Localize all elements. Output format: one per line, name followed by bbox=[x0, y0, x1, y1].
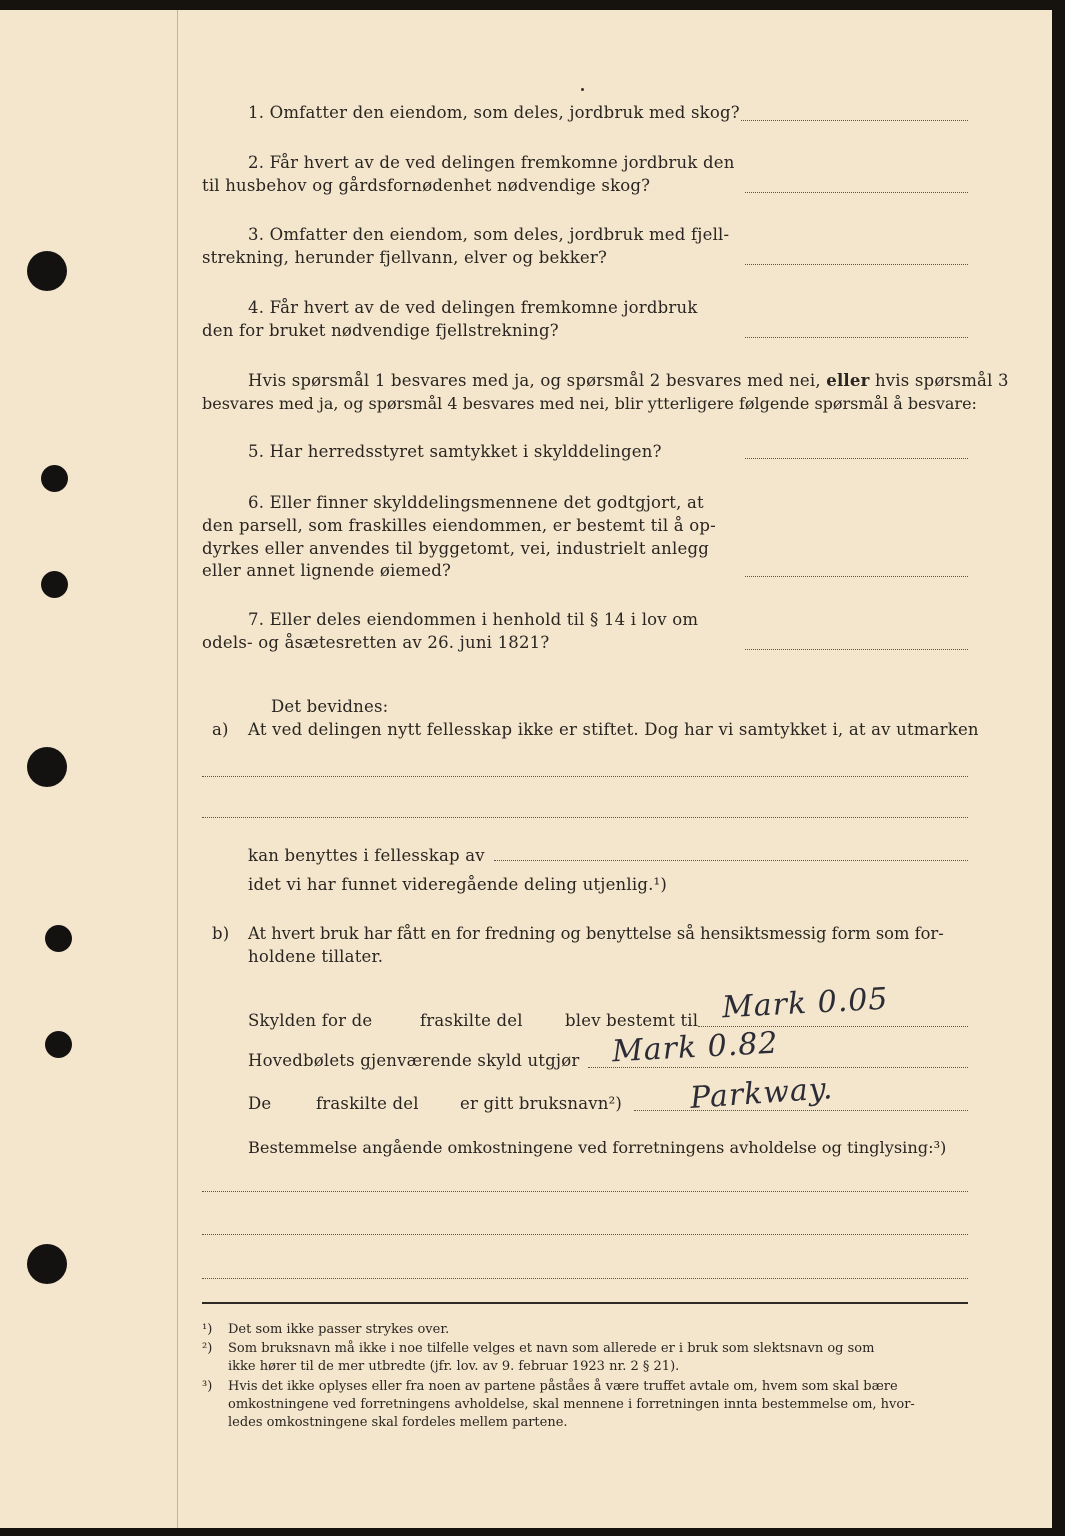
item-a-label: a) bbox=[212, 720, 229, 739]
answer-line-7 bbox=[745, 649, 968, 650]
binder-hole bbox=[27, 251, 67, 291]
question-6-line-2: den parsell, som fraskilles eiendommen, er bestemt til å op- bbox=[202, 516, 716, 535]
fellesskap-label: kan benyttes i fellesskap av bbox=[248, 846, 485, 865]
navn-line bbox=[634, 1110, 968, 1111]
question-6-line-4: eller annet lignende øiemed? bbox=[202, 561, 452, 580]
question-5: 5. Har herredsstyret samtykket i skylddelingen? bbox=[248, 442, 662, 461]
skylden-label-2: fraskilte del bbox=[420, 1011, 523, 1030]
skylden-label-3: blev bestemt til bbox=[565, 1011, 699, 1030]
footnote-1: Det som ikke passer strykes over. bbox=[228, 1322, 450, 1337]
fellesskap-line bbox=[494, 860, 968, 861]
skylden-handwritten-value: Mark 0.05 bbox=[721, 981, 890, 1026]
hoved-handwritten-value: Mark 0.82 bbox=[611, 1025, 780, 1070]
utjenlig-text: idet vi har funnet videregående deling utjenlig.¹) bbox=[248, 875, 667, 894]
question-4-line-1: 4. Får hvert av de ved delingen fremkomne jordbruk bbox=[248, 298, 698, 317]
item-b-line-2: holdene tillater. bbox=[248, 947, 384, 966]
footnote-rule bbox=[202, 1302, 968, 1304]
answer-line-4 bbox=[745, 337, 968, 338]
binder-hole bbox=[45, 925, 72, 952]
answer-line-1 bbox=[741, 120, 968, 121]
question-6-line-3: dyrkes eller anvendes til byggetomt, vei, industrielt anlegg bbox=[202, 539, 709, 558]
footnote-2-mark: ²) bbox=[202, 1341, 213, 1356]
condition-line-1 bbox=[248, 370, 1009, 392]
condition-text-a: Hvis spørsmål 1 besvares med ja, og spørsmål 2 besvares med nei, bbox=[248, 371, 821, 390]
item-b-line-1: At hvert bruk har fått en for fredning og benyttelse så hensiktsmessig form som for- bbox=[248, 924, 944, 943]
binder-hole bbox=[27, 1244, 67, 1284]
footnote-3-mark: ³) bbox=[202, 1379, 213, 1394]
question-7-line-2: odels- og åsætesretten av 26. juni 1821? bbox=[202, 633, 550, 652]
answer-line-2 bbox=[745, 192, 968, 193]
navn-label-1: De bbox=[248, 1094, 272, 1113]
condition-text-b: hvis spørsmål 3 bbox=[874, 371, 1009, 390]
question-1: 1. Omfatter den eiendom, som deles, jordbruk med skog? bbox=[248, 103, 740, 122]
navn-handwritten-value: Parkway. bbox=[688, 1071, 835, 1116]
document-page bbox=[0, 10, 1052, 1528]
bevidnes-heading: Det bevidnes: bbox=[271, 697, 389, 716]
question-3-line-2: strekning, herunder fjellvann, elver og bekker? bbox=[202, 248, 607, 267]
answer-line-3 bbox=[745, 264, 968, 265]
binder-hole bbox=[41, 571, 68, 598]
bestemmelse-label: Bestemmelse angående omkostningene ved forretningens avholdelse og tinglysing:³) bbox=[248, 1138, 947, 1157]
bestemmelse-line-2 bbox=[202, 1234, 968, 1235]
bestemmelse-line-1 bbox=[202, 1191, 968, 1192]
answer-line-5 bbox=[745, 458, 968, 459]
answer-line-6 bbox=[745, 576, 968, 577]
question-7-line-1: 7. Eller deles eiendommen i henhold til § 14 i lov om bbox=[248, 610, 699, 629]
blank-line-a2 bbox=[202, 817, 968, 818]
question-4-line-2: den for bruket nødvendige fjellstrekning? bbox=[202, 321, 559, 340]
skylden-label-1: Skylden for de bbox=[248, 1011, 373, 1030]
margin-line bbox=[177, 10, 178, 1528]
navn-label-3: er gitt bruksnavn²) bbox=[460, 1094, 623, 1113]
footnote-2-line-1: Som bruksnavn må ikke i noe tilfelle velges et navn som allerede er i bruk som slektsnavn og som bbox=[228, 1341, 875, 1356]
footnote-2-line-2: ikke hører til de mer utbredte (jfr. lov. av 9. februar 1923 nr. 2 § 21). bbox=[228, 1359, 680, 1374]
condition-bold-eller: eller bbox=[826, 371, 870, 390]
question-3-line-1: 3. Omfatter den eiendom, som deles, jordbruk med fjell- bbox=[248, 225, 730, 244]
question-6-line-1: 6. Eller finner skylddelingsmennene det godtgjort, at bbox=[248, 493, 704, 512]
hoved-label: Hovedbølets gjenværende skyld utgjør bbox=[248, 1051, 580, 1070]
footnote-3-line-3: ledes omkostningene skal fordeles mellem partene. bbox=[228, 1415, 568, 1430]
item-b-label: b) bbox=[212, 924, 230, 943]
navn-label-2: fraskilte del bbox=[316, 1094, 419, 1113]
binder-hole bbox=[27, 747, 67, 787]
binder-hole bbox=[45, 1031, 72, 1058]
footnote-3-line-2: omkostningene ved forretningens avholdelse, skal mennene i forretningen innta bestemmelse om, hvor- bbox=[228, 1397, 915, 1412]
item-a-text: At ved delingen nytt fellesskap ikke er stiftet. Dog har vi samtykket i, at av utmarken bbox=[248, 720, 979, 739]
blank-line-a1 bbox=[202, 776, 968, 777]
footnote-3-line-1: Hvis det ikke oplyses eller fra noen av partene påståes å være truffet avtale om, hvem som skal bære bbox=[228, 1379, 898, 1394]
question-2-line-2: til husbehov og gårdsfornødenhet nødvendige skog? bbox=[202, 176, 651, 195]
footnote-1-mark: ¹) bbox=[202, 1322, 213, 1337]
paper-speck bbox=[581, 88, 584, 91]
bestemmelse-line-3 bbox=[202, 1278, 968, 1279]
binder-hole bbox=[41, 465, 68, 492]
condition-line-2: besvares med ja, og spørsmål 4 besvares med nei, blir ytterligere følgende spørsmål å besvare: bbox=[202, 394, 977, 413]
question-2-line-1: 2. Får hvert av de ved delingen fremkomne jordbruk den bbox=[248, 153, 735, 172]
